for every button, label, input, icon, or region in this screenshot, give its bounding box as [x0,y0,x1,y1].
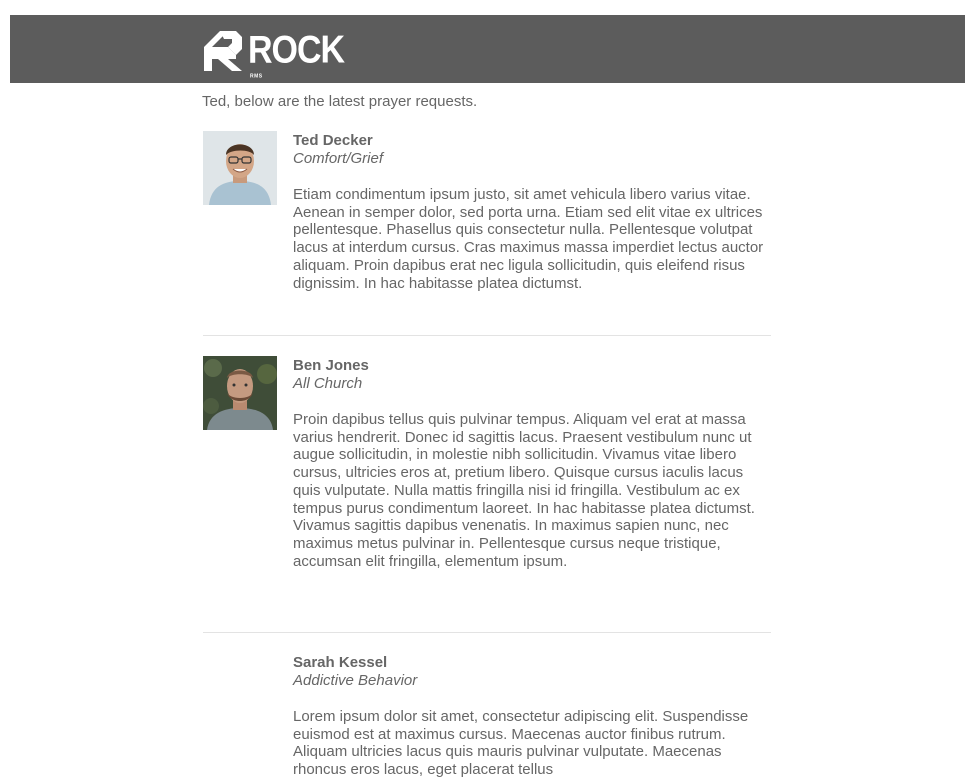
request-category: Addictive Behavior [293,672,418,689]
logo-wordmark: ROCK RMS [248,28,345,80]
request-category: All Church [293,375,363,392]
request-text: Lorem ipsum dolor sit amet, consectetur adipiscing elit. Suspendisse euismod est at maximus cursus. Maecenas auctor finibus rutrum. Aliquam ultricies lacus quis mauris pulvinar vulputate. Maecenas rhoncus eros lacus, eget placerat tellus [293,708,749,779]
requester-name: Ted Decker [293,132,373,149]
request-text: Proin dapibus tellus quis pulvinar tempus. Aliquam vel erat at massa varius hendrerit. Donec id sagittis lacus. Praesent vestibulum nunc ut augue sollicitudin, in molestie nibh sollicitudin. Vivamus vitae libero cursus, ultricies eros at, pretium libero. Quisque cursus iaculis lacus quis vulputate. Nulla mattis fringilla nisi id fringilla. Vestibulum ac ex tempus purus condimentum laoreet. In hac habitasse platea dictumst. Vivamus sagittis dapibus venenatis. In maximus sapien nunc, nec maximus metus pulvinar in. Pellentesque cursus neque tristique, accumsan elit fringilla, elementum ipsum. [293,411,755,570]
requester-name: Sarah Kessel [293,654,388,671]
intro-text: Ted, below are the latest prayer requests. [202,93,478,110]
person-photo-ted-decker [203,131,277,205]
request-text: Etiam condimentum ipsum justo, sit amet vehicula libero varius vitae. Aenean in semper dolor, sed porta urna. Etiam sed elit vitae ex ultrices pellentesque. Phasellus quis consectetur nulla. Pellentesque volutpat lacus at interdum cursus. Cras maximus massa imperdiet lectus auctor aliquam. Proin dapibus erat nec ligula sollicitudin, quis eleifend risus dignissim. In hac habitasse platea dictumst. [293,186,764,292]
requester-name: Ben Jones [293,357,369,374]
logo-subtext: RMS [250,73,263,80]
prayer-request-item [203,653,771,779]
request-category: Comfort/Grief [293,150,384,167]
person-photo-placeholder [203,653,277,727]
prayer-request-item [203,131,771,336]
email-header [10,15,965,83]
prayer-request-body [293,131,771,335]
prayer-request-item [203,356,771,633]
prayer-request-body [293,356,771,632]
prayer-request-list [203,131,771,779]
rock-rms-logo [202,27,345,80]
rock-logo-icon [202,27,246,73]
prayer-request-body [293,653,771,779]
person-photo-ben-jones [203,356,277,430]
